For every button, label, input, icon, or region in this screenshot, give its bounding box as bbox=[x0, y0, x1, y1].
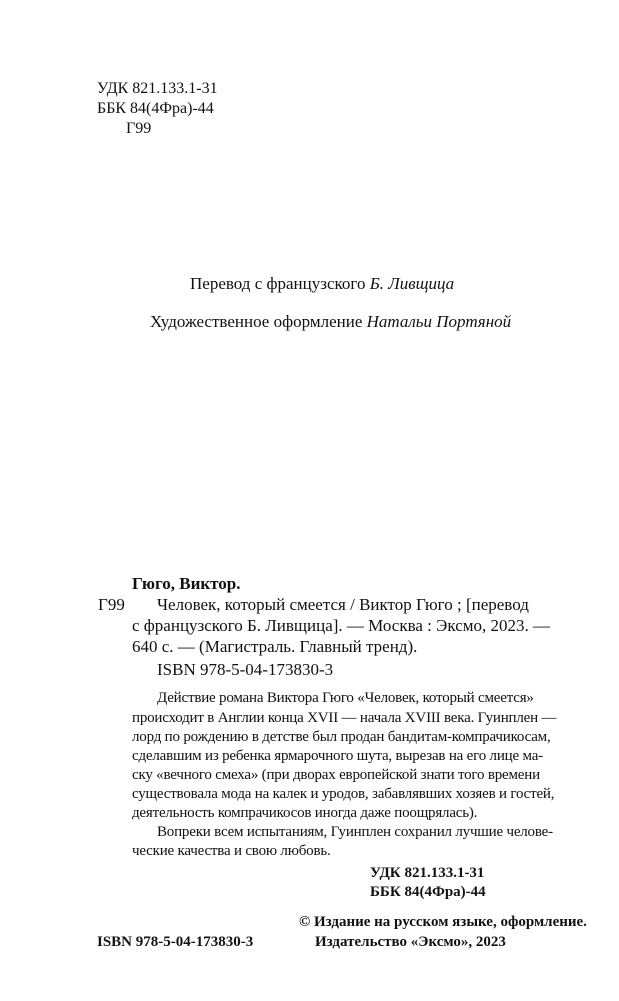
author-sign-top: Г99 bbox=[126, 120, 152, 137]
bib-line: с французского Б. Ливщица]. — Москва : Эксмо, 2023. — bbox=[132, 616, 551, 635]
annotation-line: деятельность компрачикосов иногда даже поощрялась). bbox=[132, 805, 478, 821]
annotation-line: сделавшим из ребенка ярмарочного шута, вырезав на его лице ма- bbox=[132, 748, 543, 764]
bib-line: Человек, который смеется / Виктор Гюго ; [перевод bbox=[157, 595, 529, 614]
translation-credit bbox=[190, 272, 454, 296]
translation-label: Перевод с французского bbox=[190, 274, 366, 293]
isbn-bottom: ISBN 978-5-04-173830-3 bbox=[97, 934, 254, 950]
translator-name: Б. Ливщица bbox=[369, 274, 455, 293]
design-label: Художественное оформление bbox=[150, 312, 363, 331]
annotation-line: существовала мода на калек и уродов, забавлявших хозяев и гостей, bbox=[132, 786, 555, 802]
bib-line: 640 с. — (Магистраль. Главный тренд). bbox=[132, 637, 418, 656]
bbk-code-bottom: ББК 84(4Фра)-44 bbox=[370, 884, 486, 900]
annotation-line: Действие романа Виктора Гюго «Человек, который смеется» bbox=[157, 690, 534, 706]
annotation-line: Вопреки всем испытаниям, Гуинплен сохранил лучшие челове- bbox=[157, 824, 553, 840]
catalog-isbn: ISBN 978-5-04-173830-3 bbox=[157, 660, 334, 679]
designer-name: Натальи Портяной bbox=[366, 312, 512, 331]
annotation-line: лорд по рождению в детстве был продан бандитам-компрачикосам, bbox=[132, 729, 551, 745]
annotation-line: ческие качества и свою любовь. bbox=[132, 843, 331, 859]
bbk-code: ББК 84(4Фра)-44 bbox=[97, 100, 214, 117]
copyright-line-1: © Издание на русском языке, оформление. bbox=[299, 914, 587, 930]
annotation-line: ску «вечного смеха» (при дворах европейской знати того времени bbox=[132, 767, 540, 783]
catalog-author-sign: Г99 bbox=[98, 595, 125, 614]
copyright-line-2: Издательство «Эксмо», 2023 bbox=[315, 934, 506, 950]
udk-code: УДК 821.133.1-31 bbox=[97, 80, 218, 97]
catalog-author-heading: Гюго, Виктор. bbox=[132, 574, 241, 593]
annotation-line: происходит в Англии конца XVII — начала XVIII века. Гуинплен — bbox=[132, 710, 557, 726]
design-credit bbox=[150, 310, 511, 334]
udk-code-bottom: УДК 821.133.1-31 bbox=[370, 865, 485, 881]
